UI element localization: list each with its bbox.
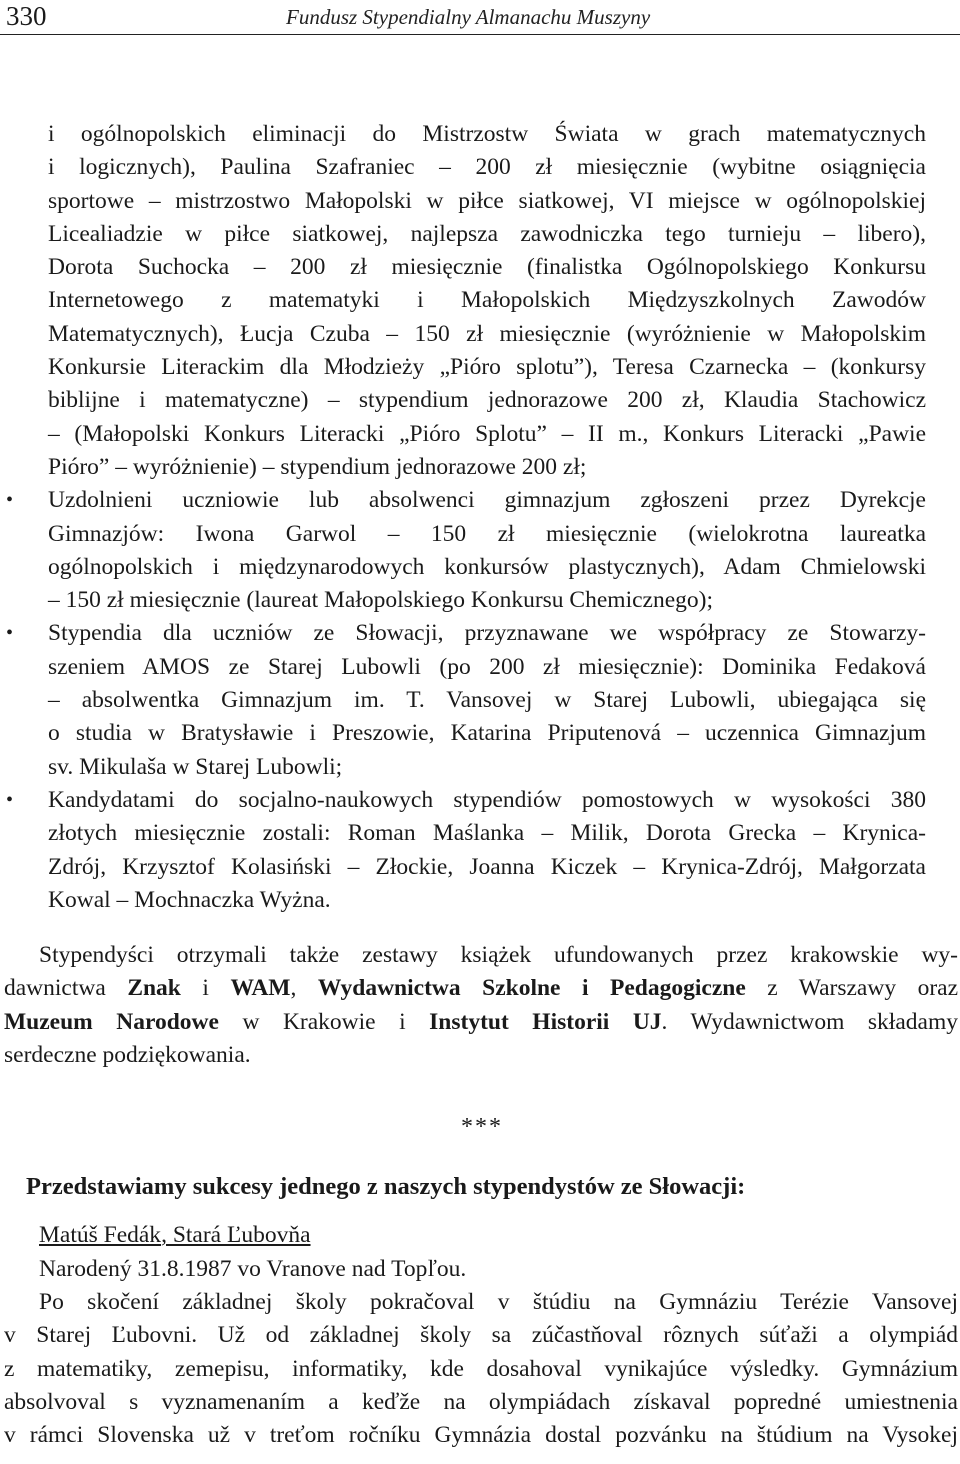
text-run: z Warszawy oraz — [745, 975, 959, 1002]
text-line: serdeczne podziękowania. — [4, 1042, 251, 1069]
text-line: złotych miesięcznie zostali: Roman Maślanka – Milik, Dorota Grecka – Krynica- — [48, 820, 926, 847]
text-line: Licealiadzie w piłce siatkowej, najlepsza zawodniczka tego turnieju – libero), — [48, 220, 926, 247]
text-line: Zdrój, Krzysztof Kolasiński – Złockie, Joanna Kiczek – Krynica-Zdrój, Małgorzata — [48, 853, 926, 880]
profile-name-line — [4, 1219, 958, 1252]
section-separator: *** — [461, 1114, 503, 1141]
text-run: . Wydawnictwom składamy — [661, 1008, 958, 1035]
profile-name: Matúš Fedák — [39, 1222, 162, 1249]
text-line: i logicznych), Paulina Szafraniec – 200 zł miesięcznie (wybitne osiągnięcia — [48, 154, 926, 181]
page-number: 330 — [6, 1, 47, 31]
bullet-item — [0, 784, 960, 917]
continued-list-item — [0, 118, 960, 484]
text-line: Kowal – Mochnaczka Wyżna. — [48, 886, 331, 913]
text-line — [4, 1006, 958, 1039]
text-line: v rámci Slovenska už v treťom ročníku Gymnázia dostal pozvánku na štúdium na Vysokej — [4, 1422, 958, 1449]
page-header — [0, 0, 960, 35]
profile-section — [0, 1219, 960, 1452]
publisher-name: Znak — [127, 975, 181, 1002]
text-line: i ogólnopolskich eliminacji do Mistrzostw Świata w grach matematycznych — [48, 121, 926, 147]
bullet-text: Kandydatami do socjalno-naukowych stypendiów pomostowych w wysokości 380 — [48, 786, 926, 813]
text-line: o studia w Bratysławie i Preszowie, Katarina Priputenová – uczennica Gimnazjum — [48, 720, 926, 747]
text-line: Pióro” – wyróżnienie) – stypendium jednorazowe 200 zł; — [48, 453, 587, 480]
text-line: Konkursie Literackim dla Młodzieży „Pióro splotu”), Teresa Czarnecka – (konkursy — [48, 354, 926, 381]
institution-name: Instytut Historii UJ — [429, 1008, 662, 1035]
text-line: Matematycznych), Łucja Czuba – 150 zł miesięcznie (wyróżnienie w Małopolskim — [48, 320, 926, 347]
publisher-name: Wydawnictwa Szkolne i Pedagogiczne — [317, 975, 746, 1002]
text-line: biblijne i matematyczne) – stypendium jednorazowe 200 zł, Klaudia Stachowicz — [48, 387, 926, 414]
text-run: , — [290, 975, 318, 1002]
text-line — [6, 784, 926, 817]
bullet-text: Uzdolnieni uczniowie lub absolwenci gimnazjum zgłoszeni przez Dyrekcje — [48, 487, 926, 514]
text-line: z matematiky, zemepisu, informatiky, kde dosahoval vynikajúce výsledky. Gymnázium — [4, 1355, 958, 1382]
text-line: Stypendyści otrzymali także zestawy książek ufundowanych przez krakowskie wy- — [39, 942, 958, 969]
thanks-paragraph — [0, 939, 960, 1072]
bullet-text: Stypendia dla uczniów ze Słowacji, przyznawane we współpracy ze Stowarzy- — [48, 620, 926, 647]
profile-place: , Stará Ľubovňa — [161, 1222, 311, 1249]
text-run: dawnictwa — [4, 975, 128, 1002]
text-line: – (Małopolski Konkurs Literacki „Pióro Splotu” – II m., Konkurs Literacki „Pawie — [48, 420, 926, 447]
page-body — [0, 118, 960, 1452]
text-line — [6, 617, 926, 650]
text-line: ogólnopolskich i międzynarodowych konkursów plastycznych), Adam Chmielowski — [48, 553, 926, 580]
text-run: i — [180, 975, 231, 1002]
text-line: szeniem AMOS ze Starej Lubowli (po 200 zł miesięcznie): Dominika Fedaková — [48, 653, 926, 680]
text-line: sportowe – mistrzostwo Małopolski w piłce siatkowej, VI miejsce w ogólnopolskiej — [48, 187, 926, 214]
text-line: Gimnazjów: Iwona Garwol – 150 zł miesięcznie (wielokrotna laureatka — [48, 520, 926, 547]
text-line: Internetowego z matematyki i Małopolskich Międzyszkolnych Zawodów — [48, 287, 926, 314]
running-title: Fundusz Stypendialny Almanachu Muszyny — [286, 5, 651, 29]
bullet-item — [0, 484, 960, 617]
text-line — [6, 484, 926, 517]
institution-name: Muzeum Narodowe — [4, 1008, 219, 1035]
text-line: v Starej Ľubovni. Už od základnej školy sa zúčastňoval rôznych súťaži a olympiád — [4, 1322, 958, 1349]
text-line: – 150 zł miesięcznie (laureat Małopolskiego Konkursu Chemicznego); — [48, 587, 713, 614]
text-line: sv. Mikulaša w Starej Lubowli; — [48, 753, 343, 780]
bullet-icon: • — [6, 489, 14, 512]
bullet-icon: • — [6, 788, 14, 811]
text-run: w Krakowie i — [218, 1008, 430, 1035]
publisher-name: WAM — [230, 975, 291, 1002]
section-heading: Przedstawiamy sukcesy jednego z naszych stypendystów ze Słowacji: — [26, 1173, 746, 1201]
text-line: Dorota Suchocka – 200 zł miesięcznie (finalistka Ogólnopolskiego Konkursu — [48, 254, 926, 281]
text-line: absolvoval s vyznamenaním a keďže na olympiádach získaval popredné umiestnenia — [4, 1388, 958, 1415]
bullet-item — [0, 617, 960, 783]
profile-birth-line: Narodený 31.8.1987 vo Vranove nad Topľou. — [39, 1255, 467, 1282]
text-line: – absolwentka Gimnazjum im. T. Vansovej w Starej Lubowli, ubiegająca się — [48, 687, 926, 714]
text-line — [4, 972, 958, 1005]
bullet-icon: • — [6, 622, 14, 645]
text-line: Po skočení základnej školy pokračoval v štúdiu na Gymnáziu Terézie Vansovej — [39, 1288, 958, 1315]
